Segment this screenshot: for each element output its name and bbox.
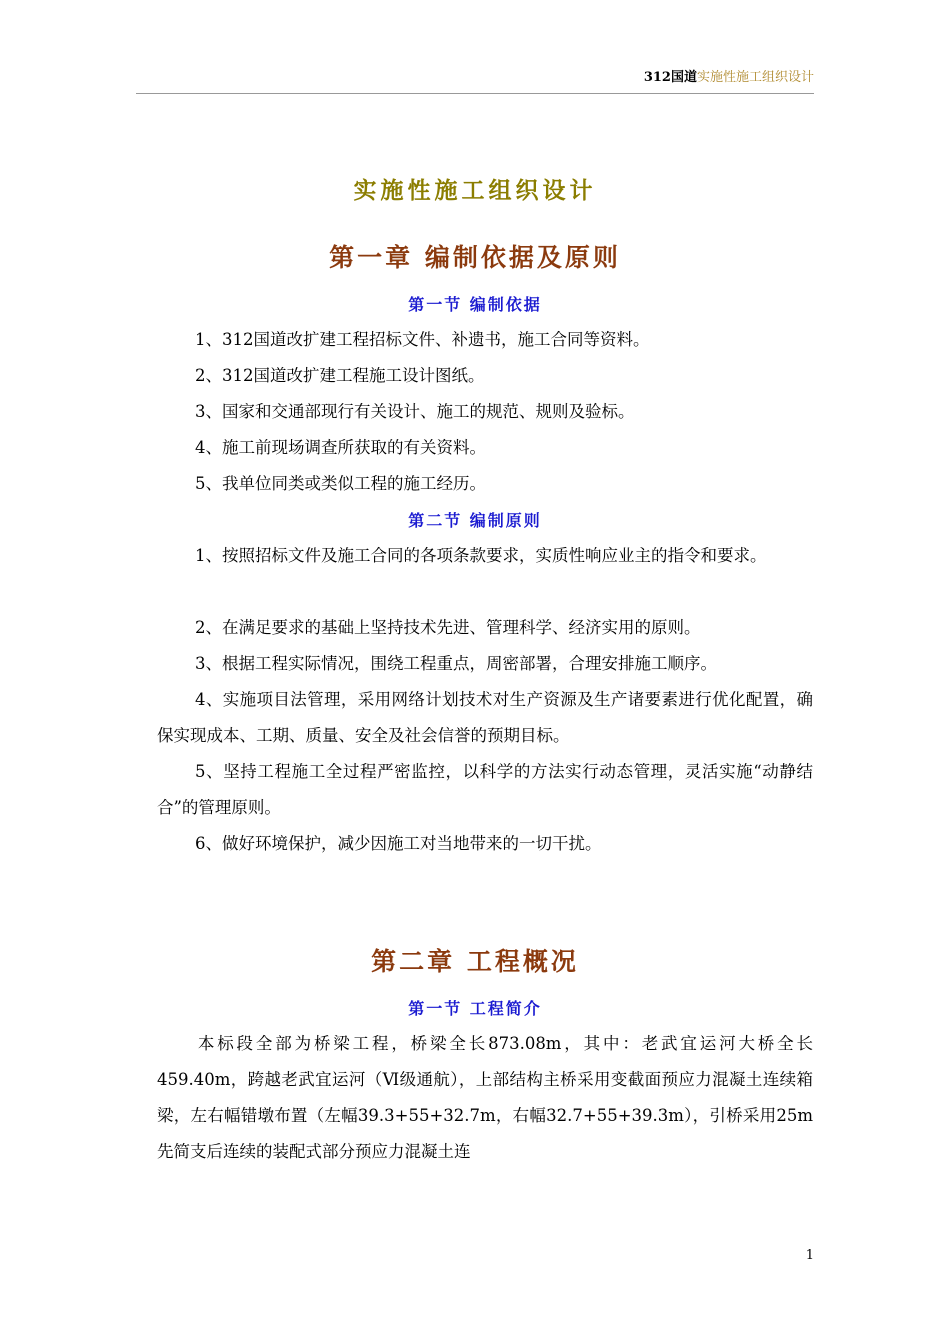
chapter-2-title: 第二章 工程概况	[371, 947, 579, 976]
running-header	[644, 66, 814, 85]
basis-item-3: 3、国家和交通部现行有关设计、施工的规范、规则及验标。	[195, 402, 635, 421]
chapter-2-section-1-title: 第一节 工程简介	[408, 999, 542, 1018]
header-doc-name: 实施性施工组织设计	[696, 70, 814, 85]
basis-item-1: 1、312国道改扩建工程招标文件、补遗书，施工合同等资料。	[195, 330, 650, 349]
page-number: 1	[805, 1248, 814, 1263]
chapter-1-section-1-title: 第一节 编制依据	[408, 295, 542, 314]
basis-item-2: 2、312国道改扩建工程施工设计图纸。	[195, 366, 485, 385]
principle-item-6: 6、做好环境保护，减少因施工对当地带来的一切干扰。	[195, 834, 602, 853]
header-rule	[136, 93, 814, 94]
principle-item-1: 1、按照招标文件及施工合同的各项条款要求，实质性响应业主的指令和要求。	[195, 546, 767, 565]
header-road: 312国道	[643, 70, 697, 85]
basis-item-4: 4、施工前现场调查所获取的有关资料。	[195, 438, 486, 457]
chapter-1-title: 第一章 编制依据及原则	[329, 243, 621, 272]
principle-item-3: 3、根据工程实际情况，围绕工程重点，周密部署，合理安排施工顺序。	[195, 654, 717, 673]
principle-item-5: 5、坚持工程施工全过程严密监控，以科学的方法实行动态管理，灵活实施“动静结合”的管理原则。	[157, 762, 813, 817]
chapter-1-section-2-title: 第二节 编制原则	[408, 511, 542, 530]
principle-item-2: 2、在满足要求的基础上坚持技术先进、管理科学、经济实用的原则。	[195, 618, 701, 637]
basis-item-5: 5、我单位同类或类似工程的施工经历。	[195, 474, 486, 493]
principle-item-4: 4、实施项目法管理，采用网络计划技术对生产资源及生产诸要素进行优化配置，确保实现成本、工期、质量、安全及社会信誉的预期目标。	[157, 690, 813, 745]
document-title: 实施性施工组织设计	[353, 178, 597, 204]
project-overview-paragraph: 本标段全部为桥梁工程，桥梁全长873.08m，其中：老武宜运河大桥全长459.40m，跨越老武宜运河（Ⅵ级通航），上部结构主桥采用变截面预应力混凝土连续箱梁，左右幅错墩布置（左幅39.3+55+32.7m，右幅32.7+55+39.3m），引桥采用25m先简支后连续的装配式部分预应力混凝土连	[157, 1034, 813, 1161]
